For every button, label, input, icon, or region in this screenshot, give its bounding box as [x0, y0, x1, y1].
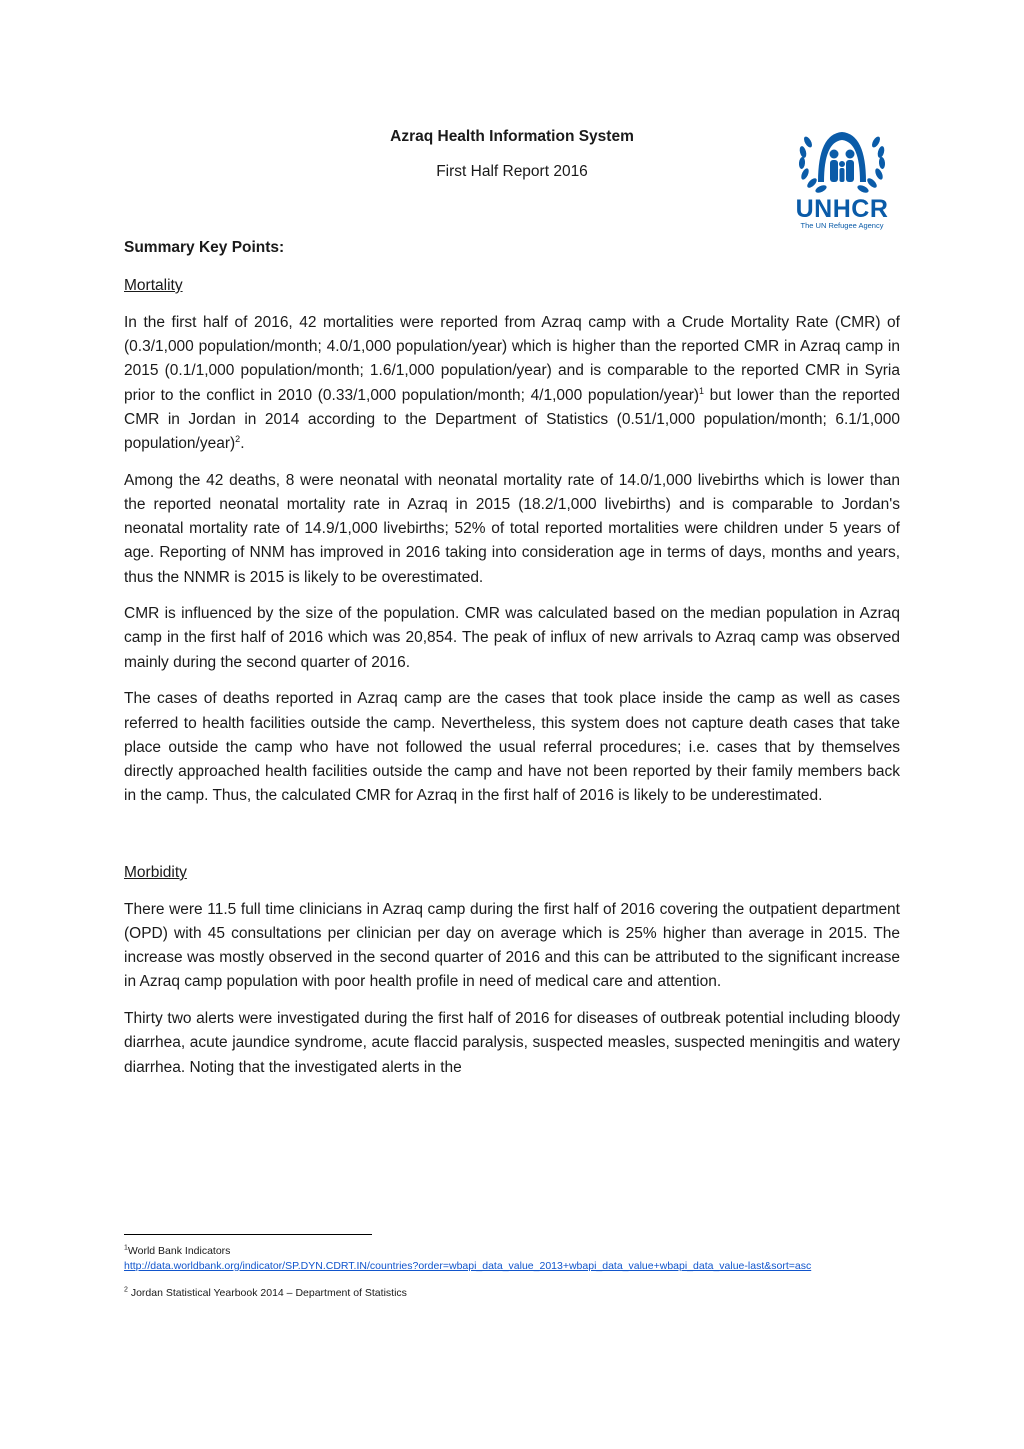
unhcr-laurel-family-icon — [786, 124, 898, 198]
footnote-1-number: 1 — [124, 1244, 128, 1252]
footnote-1-text: World Bank Indicators — [127, 1245, 231, 1257]
morbidity-paragraph-1: There were 11.5 full time clinicians in Azraq camp during the first half of 2016 covering the outpatient department (OPD) with 45 consultations per clinician per day on average which is 25% higher than average in 2015. The increase was mostly observed in the second quarter of 2016 and this can be attributed to the significant increase in Azraq camp population with poor health profile in need of medical care and attention. — [124, 900, 900, 991]
mortality-paragraph-2: Among the 42 deaths, 8 were neonatal with neonatal mortality rate of 14.0/1,000 livebirths which is lower than the reported neonatal mortality rate in Azraq in 2015 (18.2/1,000 livebirths) and is comparable to Jordan's neonatal mortality rate of 14.9/1,000 livebirths; 52% of total reported mortalities were children under 5 years of age. Reporting of NNM has improved in 2016 taking into consideration age in terms of days, months and years, thus the NNMR is 2015 is likely to be overestimated. — [124, 471, 900, 586]
footnote-separator — [124, 1234, 372, 1235]
footnote-2 — [124, 1286, 900, 1301]
footnote-2-number: 2 — [124, 1286, 128, 1294]
footnotes — [124, 1244, 900, 1313]
mortality-paragraph-4: The cases of deaths reported in Azraq camp are the cases that took place inside the camp as well as cases referred to health facilities outside the camp. Nevertheless, this system does not capture death cases that take place outside the camp who have not followed the usual referral procedures; i.e. cases that by themselves directly approached health facilities outside the camp and have not been reported by their family members back in the camp. Thus, the calculated CMR for Azraq in the first half of 2016 is likely to be underestimated. — [124, 690, 900, 805]
mortality-heading: Mortality — [124, 277, 183, 294]
mortality-paragraph-1 — [124, 311, 900, 456]
footnote-ref-2[interactable]: 2 — [235, 433, 241, 444]
morbidity-paragraph-2: Thirty two alerts were investigated during the first half of 2016 for diseases of outbreak potential including bloody diarrhea, acute jaundice syndrome, acute flaccid paralysis, suspected measles, suspected meningitis and watery diarrhea. Noting that the investigated alerts in the — [124, 1010, 900, 1076]
document-title: Azraq Health Information System — [390, 128, 634, 145]
logo-tagline: The UN Refugee Agency — [800, 221, 884, 230]
mortality-p1-text-a: In the first half of 2016, 42 mortalities were reported from Azraq camp with a Crude Mortality Rate (CMR) of (0.3/1,000 population/month; 4.0/1,000 population/year) which is higher than the reported CMR in Azraq camp in 2015 (0.1/1,000 population/month; 1.6/1,000 population/year) and is comparable to the reported CMR in Syria prior to the conflict in 2010 (0.33/1,000 population/month; 4/1,000 population/year) — [124, 314, 900, 404]
mortality-p1-text-c: . — [240, 435, 245, 453]
logo-wordmark: UNHCR — [795, 195, 889, 223]
mortality-paragraph-3: CMR is influenced by the size of the population. CMR was calculated based on the median population in Azraq camp in the first half of 2016 which was 20,854. The peak of influx of new arrivals to Azraq camp was observed mainly during the second quarter of 2016. — [124, 605, 900, 671]
footnote-1 — [124, 1244, 900, 1274]
document-subtitle: First Half Report 2016 — [436, 163, 588, 180]
report-body — [124, 238, 900, 1092]
footnote-1-link[interactable]: http://data.worldbank.org/indicator/SP.DYN.CDRT.IN/countries?order=wbapi_data_value_2013+wbapi_data_value+wbapi_data_value-last&sort=asc — [124, 1260, 812, 1272]
section-spacer — [124, 821, 900, 863]
morbidity-heading: Morbidity — [124, 863, 187, 881]
footnote-ref-1[interactable]: 1 — [699, 385, 705, 396]
unhcr-logo — [786, 124, 898, 232]
summary-heading: Summary Key Points: — [124, 239, 285, 256]
mortality-p1-text-b: but lower than the reported CMR in Jordan in 2014 according to the Department of Statistics (0.51/1,000 population/month; 6.1/1,000 population/year) — [124, 386, 900, 453]
footnote-2-text: Jordan Statistical Yearbook 2014 – Department of Statistics — [127, 1287, 407, 1299]
